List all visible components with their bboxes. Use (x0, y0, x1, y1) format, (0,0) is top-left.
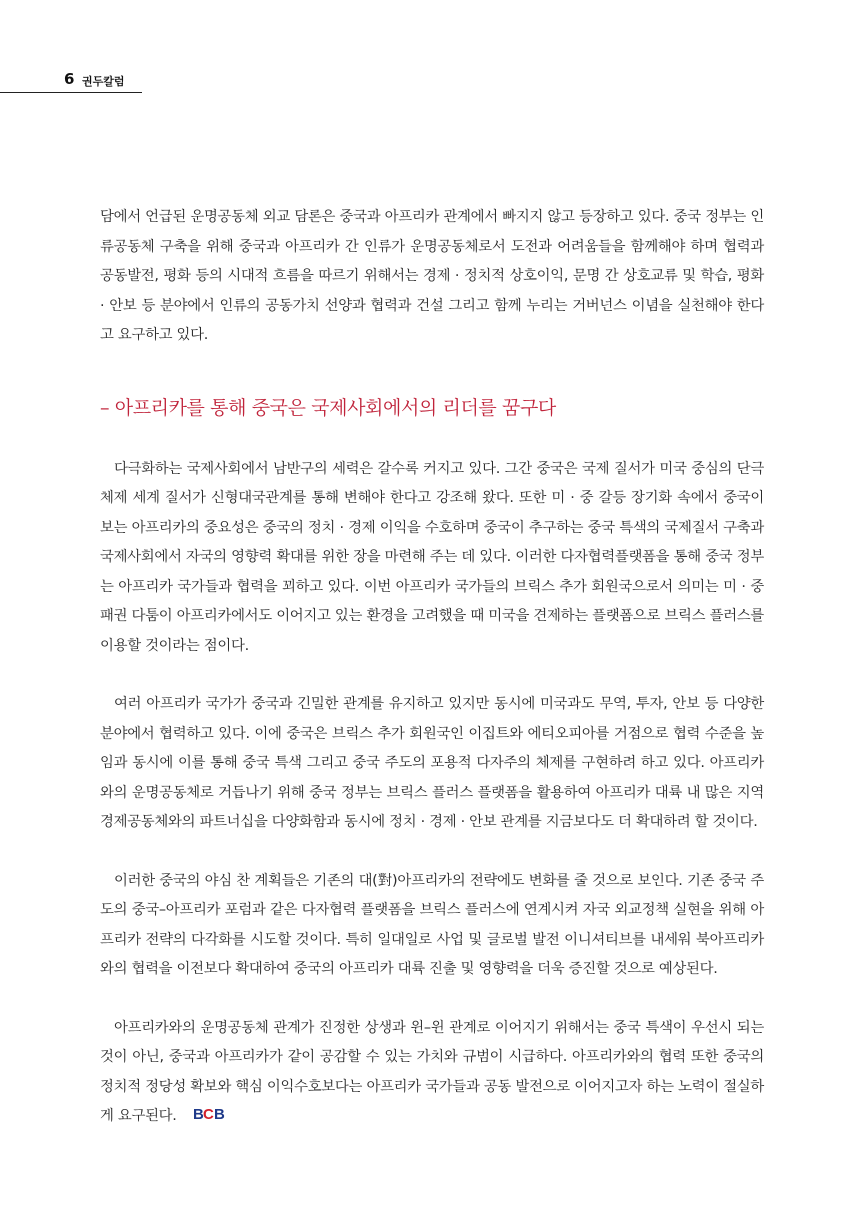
bcb-logo-icon (179, 1104, 227, 1134)
svg-text:C: C (202, 1106, 214, 1122)
article-body (100, 203, 764, 1134)
paragraph-3: 여러 아프리카 국가가 중국과 긴밀한 관계를 유지하고 있지만 동시에 미국과도 무역, 투자, 안보 등 다양한 분야에서 협력하고 있다. 이에 중국은 브릭스 추가 회원국인 이집트와 에티오피아를 거점으로 협력 수준을 높임과 동시에 이를 통해 중국 특색 그리고 중국 주도의 포용적 다자주의 체제를 구현하려 하고 있다. 아프리카와의 운명공동체로 거듭나기 위해 중국 정부는 브릭스 플러스 플랫폼을 활용하여 아프리카 대륙 내 많은 지역 경제공동체와의 파트너십을 다양화함과 동시에 정치 · 경제 · 안보 관계를 지금보다도 더 확대하려 할 것이다. (100, 696, 764, 830)
paragraph-1: 담에서 언급된 운명공동체 외교 담론은 중국과 아프리카 관계에서 빠지지 않고 등장하고 있다. 중국 정부는 인류공동체 구축을 위해 중국과 아프리카 간 인류가 운명공동체로서 도전과 어려움들을 함께해야 하며 협력과 공동발전, 평화 등의 시대적 흐름을 따르기 위해서는 경제 · 정치적 상호이익, 문명 간 상호교류 및 학습, 평화 · 안보 등 분야에서 인류의 공동가치 선양과 협력과 건설 그리고 함께 누리는 거버넌스 이념을 실천해야 한다고 요구하고 있다. (100, 209, 764, 343)
section-heading: – 아프리카를 통해 중국은 국제사회에서의 리더를 꿈구다 (100, 396, 556, 419)
svg-text:B: B (192, 1106, 204, 1122)
section-label: 권두칼럼 (82, 75, 125, 88)
paragraph-5-text: 아프리카와의 운명공동체 관계가 진정한 상생과 윈–윈 관계로 이어지기 위해서는 중국 특색이 우선시 되는 것이 아닌, 중국과 아프리카가 같이 공감할 수 있는 가치와 규범이 시급하다. 아프리카와의 협력 또한 중국의 정치적 정당성 확보와 핵심 이익수호보다는 아프리카 국가들과 공동 발전으로 이어지고자 하는 노력이 절실하게 요구된다. (100, 1019, 764, 1124)
svg-text:B: B (213, 1106, 225, 1122)
paragraph-5 (100, 1014, 764, 1134)
paragraph-2: 다극화하는 국제사회에서 남반구의 세력은 갈수록 커지고 있다. 그간 중국은 국제 질서가 미국 중심의 단극체제 세계 질서가 신형대국관계를 통해 변해야 한다고 강조해 왔다. 또한 미 · 중 갈등 장기화 속에서 중국이 보는 아프리카의 중요성은 중국의 정치 · 경제 이익을 수호하며 중국이 추구하는 중국 특색의 국제질서 구축과 국제사회에서 자국의 영향력 확대를 위한 장을 마련해 주는 데 있다. 이러한 다자협력플랫폼을 통해 중국 정부는 아프리카 국가들과 협력을 꾀하고 있다. 이번 아프리카 국가들의 브릭스 추가 회원국으로서 의미는 미 · 중 패권 다툼이 아프리카에서도 이어지고 있는 환경을 고려했을 때 미국을 견제하는 플랫폼으로 브릭스 플러스를 이용할 것이라는 점이다. (100, 460, 764, 654)
page-number: 6 (64, 70, 75, 88)
paragraph-4: 이러한 중국의 야심 찬 계획들은 기존의 대(對)아프리카의 전략에도 변화를 줄 것으로 보인다. 기존 중국 주도의 중국–아프리카 포럼과 같은 다자협력 플랫폼을 브릭스 플러스에 연계시켜 자국 외교정책 실현을 위해 아프리카 전략의 다각화를 시도할 것이다. 특히 일대일로 사업 및 글로벌 발전 이니셔티브를 내세워 북아프리카와의 협력을 이전보다 확대하여 중국의 아프리카 대륙 진출 및 영향력을 더욱 증진할 것으로 예상된다. (100, 872, 764, 977)
page-header (0, 70, 142, 93)
